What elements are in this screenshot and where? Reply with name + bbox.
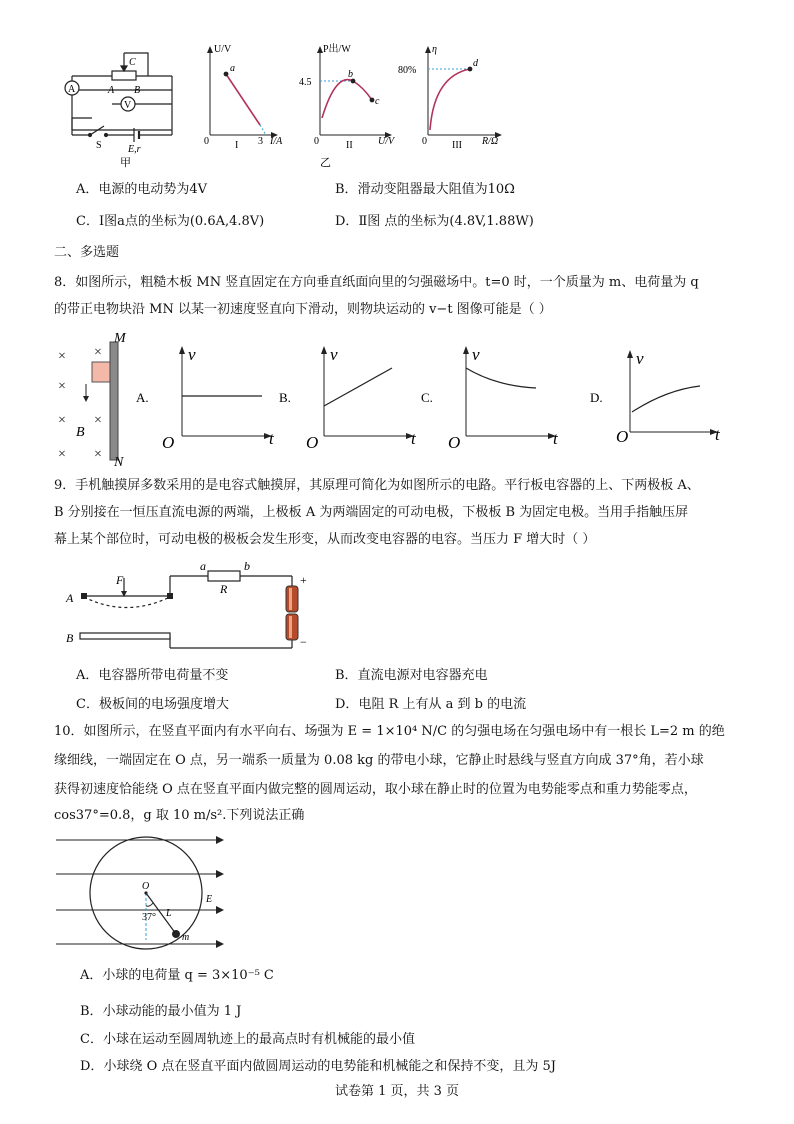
q10-figure — [56, 832, 236, 962]
v-axis-label: v — [330, 345, 338, 364]
q9-option-c — [76, 693, 229, 712]
plate-b-label: B — [66, 631, 74, 645]
vt-graph-c — [421, 345, 559, 452]
section-title: 二、多选题 — [54, 245, 120, 260]
option-letter: A． — [76, 668, 99, 683]
option-text: 滑动变阻器最大阻值为10Ω — [357, 182, 515, 197]
g1-point-a: a — [230, 63, 235, 74]
option-letter: A． — [80, 968, 103, 983]
option-letter: B． — [335, 182, 358, 197]
q7-option-c — [76, 210, 264, 229]
option-text: 小球动能的最小值为 1 J — [102, 1004, 242, 1019]
vt-graph-a — [136, 345, 275, 452]
point-o-label: O — [142, 881, 150, 892]
cross-mark: × — [58, 349, 66, 364]
q10-line-1: 10．如图所示，在竖直平面内有水平向右、场强为 E = 1×10⁴ N/C 的匀强电场在匀强电场中有一根长 L=2 m 的绝 — [54, 724, 725, 739]
option-text: Ⅰ图a点的坐标为(0.6A,4.8V) — [98, 214, 265, 229]
q9-line-1: 9．手机触摸屏多数采用的是电容式触摸屏，其原理可简化为如图所示的电路。平行板电容器的上、下两极板 A、 — [54, 478, 700, 493]
q10-line-2: 缘细线，一端固定在 O 点，另一端系一质量为 0.08 kg 的带电小球，它静止时悬线与竖直方向成 37°角，若小球 — [54, 753, 704, 768]
graph-i — [207, 46, 278, 138]
cross-mark: × — [58, 447, 66, 462]
block — [92, 362, 110, 382]
g3-x-label: R/Ω — [482, 136, 499, 147]
t-axis-label: t — [411, 429, 416, 448]
g2-origin: 0 — [314, 136, 319, 147]
t-axis-label: t — [715, 425, 720, 444]
q7-option-b — [335, 178, 515, 197]
field-b-label: B — [76, 425, 85, 440]
option-letter: B． — [335, 668, 358, 683]
g2-roman: II — [346, 140, 353, 151]
force-f-label: F — [116, 573, 124, 587]
vt-graph-d — [590, 349, 721, 446]
node-b-label: b — [244, 560, 250, 573]
cross-mark: × — [58, 413, 66, 428]
graph-letter: C. — [421, 390, 433, 405]
board-mn — [110, 342, 118, 460]
mass-m-label: m — [182, 932, 190, 943]
option-letter: D． — [335, 697, 359, 712]
graph-letter: A. — [136, 390, 149, 405]
rheostat-a-label: A — [108, 85, 115, 96]
ammeter-label: A — [68, 84, 76, 95]
q9-line-2: B 分别接在一恒压直流电源的两端，上极板 A 为两端固定的可动电极，下极板 B 为固定电极。当用手指触压屏 — [54, 505, 689, 520]
cross-mark: × — [94, 413, 102, 428]
option-text: 小球的电荷量 q = 3×10⁻⁵ C — [102, 968, 274, 983]
minus-label: − — [300, 635, 307, 649]
g3-y-label: η — [432, 44, 437, 55]
g2-y-tick: 4.5 — [299, 77, 312, 88]
q7-figures — [50, 40, 520, 170]
q7-option-d — [335, 210, 534, 229]
origin-label: O — [616, 427, 629, 446]
q10-option-d — [80, 1055, 556, 1074]
g2-point-b: b — [348, 69, 353, 80]
origin-label: O — [306, 433, 319, 452]
page-footer: 试卷第 1 页，共 3 页 — [334, 1084, 460, 1099]
g2-point-c: c — [375, 96, 380, 107]
ball — [172, 930, 180, 938]
g2-y-label: P出/W — [323, 44, 351, 55]
board-n-label: N — [114, 455, 124, 468]
cross-mark: × — [58, 379, 66, 394]
option-text: 极板间的电场强度增大 — [98, 697, 229, 712]
v-axis-label: v — [636, 349, 644, 368]
g3-y-tick: 80% — [398, 65, 417, 76]
option-letter: C． — [76, 214, 99, 229]
q9-line-3: 幕上某个部位时，可动电极的极板会发生形变，从而改变电容器的电容。当压力 F 增大时（ ） — [54, 532, 596, 547]
q7-circuit — [65, 53, 172, 135]
q9-option-b — [335, 664, 488, 683]
g3-origin: 0 — [422, 136, 427, 147]
q9-option-a — [76, 664, 228, 683]
vt-graph-b — [279, 345, 417, 452]
battery-label: E,r — [128, 144, 141, 155]
q7-option-a — [76, 178, 207, 197]
q8-line-2: 的带正电物块沿 MN 以某一初速度竖直向下滑动，则物块运动的 v−t 图像可能是（ ） — [54, 302, 552, 317]
option-text: Ⅱ图 点的坐标为(4.8V,1.88W) — [358, 214, 534, 229]
graph-ii — [317, 46, 392, 138]
option-letter: C． — [80, 1032, 103, 1047]
q9-figure — [60, 560, 320, 660]
q8-figures — [50, 328, 750, 468]
fig-jia-label: 甲 — [120, 157, 131, 169]
field-e-label: E — [206, 894, 213, 905]
angle-label: 37° — [142, 912, 156, 923]
g3-point-d: d — [473, 58, 478, 69]
option-text: 电容器所带电荷量不变 — [98, 668, 229, 683]
g3-roman: III — [452, 140, 462, 151]
rheostat-b-label: B — [134, 85, 141, 96]
option-text: 电源的电动势为4V — [98, 182, 208, 197]
option-text: 直流电源对电容器充电 — [357, 668, 488, 683]
switch-label: S — [96, 140, 102, 151]
option-text: 小球绕 O 点在竖直平面内做圆周运动的电势能和机械能之和保持不变，且为 5J — [103, 1059, 556, 1074]
g1-roman: I — [235, 140, 239, 151]
option-letter: D． — [80, 1059, 104, 1074]
q10-line-4: cos37°=0.8，g 取 10 m/s².下列说法正确 — [54, 808, 305, 823]
g1-origin: 0 — [204, 136, 209, 147]
option-letter: C． — [76, 697, 99, 712]
option-text: 电阻 R 上有从 a 到 b 的电流 — [358, 697, 527, 712]
graph-iii — [425, 46, 502, 138]
voltmeter-label: V — [124, 100, 132, 111]
origin-label: O — [162, 433, 175, 452]
cross-mark: × — [94, 447, 102, 462]
q10-option-b — [80, 1000, 241, 1019]
t-axis-label: t — [269, 429, 274, 448]
length-l-label: L — [166, 908, 172, 919]
v-axis-label: v — [472, 345, 480, 364]
graph-letter: D. — [590, 390, 603, 405]
origin-label: O — [448, 433, 461, 452]
g1-y-label: U/V — [214, 44, 232, 55]
board-m-label: M — [114, 331, 126, 346]
resistor-r-label: R — [220, 582, 228, 596]
option-letter: A． — [76, 182, 99, 197]
q10-option-c — [80, 1028, 415, 1047]
q10-line-3: 获得初速度恰能绕 O 点在竖直平面内做完整的圆周运动，取小球在静止时的位置为电势能零点和重力势能零点， — [54, 782, 697, 797]
cross-mark: × — [94, 345, 102, 360]
plus-label: + — [300, 573, 307, 587]
node-a-label: a — [200, 560, 206, 573]
slider-c-label: C — [129, 57, 136, 68]
v-axis-label: v — [188, 345, 196, 364]
q10-option-a — [80, 964, 274, 983]
option-letter: D． — [335, 214, 359, 229]
g1-x-label: I/A — [270, 136, 283, 147]
g2-x-label: U/V — [378, 136, 395, 147]
graph-letter: B. — [279, 390, 291, 405]
plate-a-label: A — [66, 591, 74, 605]
option-text: 小球在运动至圆周轨迹上的最高点时有机械能的最小值 — [102, 1032, 415, 1047]
t-axis-label: t — [553, 429, 558, 448]
option-letter: B． — [80, 1004, 103, 1019]
battery — [286, 586, 298, 640]
fig-yi-label: 乙 — [320, 157, 331, 169]
q9-option-d — [335, 693, 526, 712]
g1-x-tick: 3 — [258, 136, 263, 147]
q8-line-1: 8．如图所示，粗糙木板 MN 竖直固定在方向垂直纸面向里的匀强磁场中。t=0 时，一个质量为 m、电荷量为 q — [54, 275, 699, 290]
